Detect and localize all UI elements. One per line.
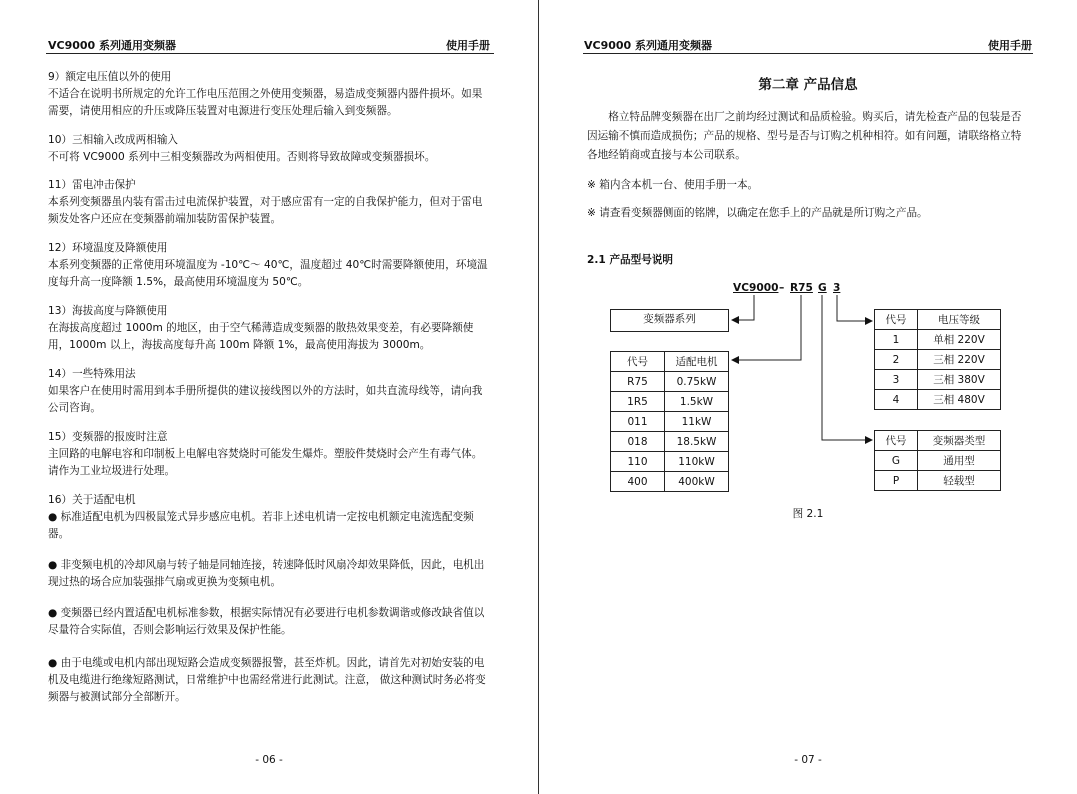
- section-body: 不适合在说明书所规定的允许工作电压范围之外使用变频器，易造成变频器内器件损坏。如果需要，请使用相应的升压或降压装置对电源进行变压处理后输入到变频器。: [48, 88, 483, 117]
- table-row: [611, 392, 729, 412]
- voltage-table: [874, 309, 1001, 410]
- table-cell: 3: [875, 370, 918, 390]
- section-heading: 12）环境温度及降额使用: [48, 242, 168, 254]
- right-page: [539, 0, 1077, 794]
- table-cell: 400: [611, 472, 665, 492]
- section-12: [48, 240, 490, 291]
- section-heading: 9）额定电压值以外的使用: [48, 71, 172, 83]
- series-box: 变频器系列: [610, 309, 729, 332]
- section-body: 本系列变频器的正常使用环境温度为 -10℃～ 40℃，温度超过 40℃时需要降额使用，环境温度每升高一度降额 1.5%，最高使用环境温度为 50℃。: [48, 259, 488, 288]
- section-body: 主回路的电解电容和印制板上电解电容焚烧时可能发生爆炸。塑胶件焚烧时会产生有毒气体。请作为工业垃圾进行处理。: [48, 448, 483, 477]
- table-cell: 通用型: [918, 451, 1001, 471]
- table-cell: 011: [611, 412, 665, 432]
- table-row: [875, 471, 1001, 491]
- section-heading: 13）海拔高度与降额使用: [48, 305, 168, 317]
- section-16: [48, 492, 490, 543]
- table-cell: 1: [875, 330, 918, 350]
- header-right-title: 使用手册: [446, 39, 490, 52]
- section-body: 在海拔高度超过 1000m 的地区，由于空气稀薄造成变频器的散热效果变差，有必要降额使用，1000m 以上，海拔高度每升高 100m 降额 1%，最高使用海拔为 3000m。: [48, 322, 474, 351]
- table-cell: 1.5kW: [665, 392, 729, 412]
- model-dash: –: [779, 282, 785, 294]
- table-header-cell: 适配电机: [665, 352, 729, 372]
- table-cell: 2: [875, 350, 918, 370]
- section-body: ● 标准适配电机为四极鼠笼式异步感应电机。若非上述电机请一定按电机额定电流选配变频器。: [48, 511, 474, 540]
- bullet-params: [48, 605, 490, 639]
- header-rule: [46, 53, 494, 54]
- note-contents: ※ 箱内含本机一台、使用手册一本。: [587, 179, 759, 191]
- intro-paragraph: 格立特品牌变频器在出厂之前均经过测试和品质检验。购买后，请先检查产品的包装是否因运输不慎而造成损伤；产品的规格、型号是否与订购之机种相符。如有问题，请联络格立特各地经销商或直接与本公司联系。: [587, 111, 1022, 161]
- bullet-fan: [48, 557, 490, 591]
- table-row: [611, 372, 729, 392]
- subsection-title: 2.1 产品型号说明: [587, 254, 674, 266]
- motor-table: [610, 351, 729, 492]
- model-type-code: G: [818, 282, 827, 294]
- table-cell: 三相 380V: [918, 370, 1001, 390]
- model-voltage-code: 3: [833, 282, 841, 294]
- table-row: [875, 370, 1001, 390]
- arrow-type: [822, 295, 872, 440]
- figure-caption: 图 2.1: [792, 508, 824, 520]
- table-cell: 400kW: [665, 472, 729, 492]
- table-cell: R75: [611, 372, 665, 392]
- section-10: [48, 132, 490, 166]
- table-row: [875, 350, 1001, 370]
- table-header-cell: 电压等级: [918, 310, 1001, 330]
- page-number: - 06 -: [255, 754, 283, 766]
- section-body: 不可将 VC9000 系列中三相变频器改为两相使用。否则将导致故障或变频器损坏。: [48, 151, 436, 163]
- section-14: [48, 366, 490, 417]
- header-left-title: VC9000 系列通用变频器: [584, 39, 713, 52]
- table-header-row: [875, 431, 1001, 451]
- section-heading: 15）变频器的报废时注意: [48, 431, 168, 443]
- bullet-text: ● 由于电缆或电机内部出现短路会造成变频器报警，甚至炸机。因此，请首先对初始安装的电机及电缆进行绝缘短路测试，日常维护中也需经常进行此测试。注意， 做这种测试时务必将变频器与被测试部分全部断开。: [48, 657, 486, 703]
- table-row: [611, 432, 729, 452]
- table-cell: G: [875, 451, 918, 471]
- arrow-voltage: [837, 295, 872, 321]
- table-row: [875, 451, 1001, 471]
- section-9: [48, 69, 490, 120]
- table-cell: 三相 480V: [918, 390, 1001, 410]
- table-header-cell: 代号: [611, 352, 665, 372]
- bullet-short: [48, 655, 490, 706]
- arrow-power: [732, 295, 801, 360]
- table-header-cell: 变频器类型: [918, 431, 1001, 451]
- chapter-title: 第二章 产品信息: [758, 77, 858, 93]
- table-cell: 18.5kW: [665, 432, 729, 452]
- table-header-row: [611, 352, 729, 372]
- page-number: - 07 -: [794, 754, 822, 766]
- table-cell: 110: [611, 452, 665, 472]
- section-heading: 11）雷电冲击保护: [48, 179, 136, 191]
- table-cell: 单相 220V: [918, 330, 1001, 350]
- model-power-code: R75: [790, 282, 813, 294]
- table-row: [611, 452, 729, 472]
- table-row: [875, 330, 1001, 350]
- section-heading: 16）关于适配电机: [48, 494, 136, 506]
- type-table: [874, 430, 1001, 491]
- model-series-code: VC9000: [733, 282, 779, 294]
- header-left-title: VC9000 系列通用变频器: [48, 39, 177, 52]
- note-nameplate: ※ 请查看变频器侧面的铭牌，以确定在您手上的产品就是所订购之产品。: [587, 207, 928, 219]
- section-11: [48, 177, 490, 228]
- table-cell: P: [875, 471, 918, 491]
- table-cell: 018: [611, 432, 665, 452]
- table-header-row: [875, 310, 1001, 330]
- table-header-cell: 代号: [875, 431, 918, 451]
- section-heading: 10）三相输入改成两相输入: [48, 134, 179, 146]
- section-15: [48, 429, 490, 480]
- arrow-series: [732, 295, 754, 320]
- table-row: [875, 390, 1001, 410]
- table-header-cell: 代号: [875, 310, 918, 330]
- bullet-text: ● 变频器已经内置适配电机标准参数，根据实际情况有必要进行电机参数调谐或修改缺省值以尽量符合实际值，否则会影响运行效果及保护性能。: [48, 607, 485, 636]
- section-heading: 14）一些特殊用法: [48, 368, 136, 380]
- table-row: [611, 472, 729, 492]
- table-cell: 三相 220V: [918, 350, 1001, 370]
- table-cell: 0.75kW: [665, 372, 729, 392]
- bullet-text: ● 非变频电机的冷却风扇与转子轴是同轴连接，转速降低时风扇冷却效果降低，因此，电机出现过热的场合应加装强排气扇或更换为变频电机。: [48, 559, 485, 588]
- section-body: 本系列变频器虽内装有雷击过电流保护装置，对于感应雷有一定的自我保护能力，但对于雷电频发处客户还应在变频器前端加装防雷保护装置。: [48, 196, 483, 225]
- table-cell: 4: [875, 390, 918, 410]
- section-13: [48, 303, 490, 354]
- section-body: 如果客户在使用时需用到本手册所提供的建议接线图以外的方法时，如共直流母线等，请向我公司咨询。: [48, 385, 483, 414]
- table-cell: 轻载型: [918, 471, 1001, 491]
- table-row: [611, 412, 729, 432]
- header-right-title: 使用手册: [988, 39, 1032, 52]
- left-page: [0, 0, 538, 794]
- table-cell: 11kW: [665, 412, 729, 432]
- table-cell: 110kW: [665, 452, 729, 472]
- table-cell: 1R5: [611, 392, 665, 412]
